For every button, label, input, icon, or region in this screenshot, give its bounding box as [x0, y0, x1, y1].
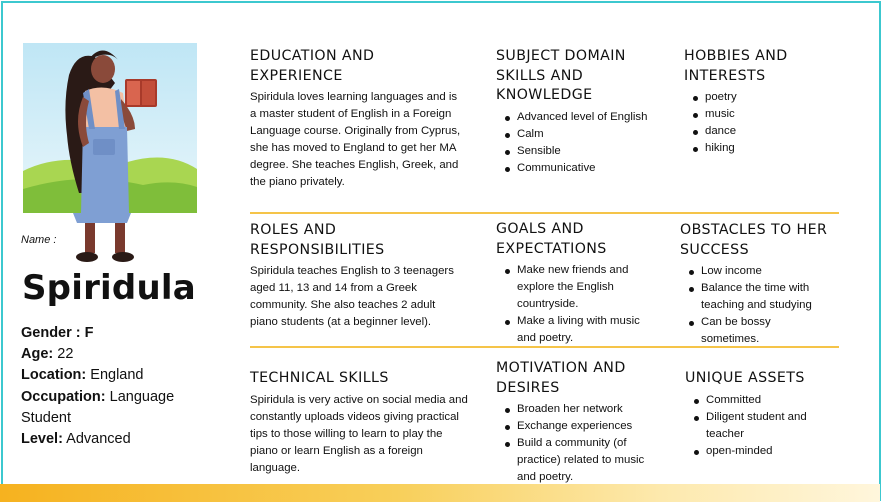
persona-name: Spiridula: [22, 268, 196, 308]
motivation-title: MOTIVATION AND DESIRES: [496, 360, 626, 396]
hobbies-section: [684, 47, 834, 157]
obstacles-section: [680, 221, 832, 348]
list-item: poetry: [684, 89, 834, 106]
list-item: hiking: [684, 140, 834, 157]
list-item: Exchange experiences: [496, 418, 646, 435]
list-item: dance: [684, 123, 834, 140]
gender-row: [21, 323, 221, 344]
obstacles-title: OBSTACLES TO HER SUCCESS: [680, 222, 828, 258]
list-item: Balance the time with teaching and studying: [680, 280, 832, 314]
goals-list: [496, 262, 646, 347]
location-row: [21, 365, 221, 386]
hobbies-list: [684, 89, 834, 157]
list-item: Communicative: [496, 160, 666, 177]
list-item: music: [684, 106, 834, 123]
list-item: Build a community (of practice) related to music and poetry.: [496, 435, 646, 486]
list-item: Make a living with music and poetry.: [496, 313, 646, 347]
obstacles-list: [680, 263, 832, 348]
roles-title: ROLES AND RESPONSIBILITIES: [250, 222, 385, 258]
assets-section: [685, 369, 835, 460]
occupation-label: Occupation:: [21, 388, 106, 405]
list-item: open-minded: [685, 443, 835, 460]
roles-text: Spiridula teaches English to 3 teenagers aged 11, 13 and 14 from a Greek community. She also teaches 2 adult piano students (at a beginner level).: [250, 265, 454, 328]
persona-illustration-icon: [23, 43, 197, 213]
roles-section: [250, 221, 465, 331]
education-text: Spiridula loves learning languages and is a master student of English in a Foreign Language course. Originally from Cyprus, she has moved to England to get her MA degree. She teaches English, Greek, and the piano privately.: [250, 91, 461, 188]
list-item: Calm: [496, 126, 666, 143]
list-item: Low income: [680, 263, 832, 280]
gender-label: Gender :: [21, 325, 81, 341]
list-item: Sensible: [496, 143, 666, 160]
level-row: [21, 429, 221, 450]
list-item: Committed: [685, 392, 835, 409]
technical-section: [250, 369, 468, 477]
location-label: Location:: [21, 367, 87, 384]
technical-text: Spiridula is very active on social media and constantly uploads videos giving practical tips to those willing to learn to play the piano or learn English as a foreign language.: [250, 393, 468, 474]
assets-title: UNIQUE ASSETS: [685, 370, 805, 386]
list-item: Broaden her network: [496, 401, 646, 418]
occupation-row: [21, 387, 221, 429]
divider: [250, 212, 839, 214]
location-value: England: [90, 367, 144, 384]
level-value: Advanced: [66, 431, 131, 448]
motivation-section: [496, 359, 646, 486]
subject-title: SUBJECT DOMAIN SKILLS AND KNOWLEDGE: [496, 48, 626, 103]
profile-details: [21, 323, 221, 450]
list-item: Can be bossy sometimes.: [680, 314, 832, 348]
divider: [250, 346, 839, 348]
goals-section: [496, 220, 646, 347]
list-item: Make new friends and explore the English countryside.: [496, 262, 646, 313]
education-title: EDUCATION AND EXPERIENCE: [250, 48, 375, 84]
age-row: [21, 344, 221, 365]
education-section: [250, 47, 465, 191]
name-label: Name :: [21, 234, 57, 246]
accent-bar: [0, 484, 880, 502]
subject-section: [496, 47, 666, 177]
list-item: Advanced level of English: [496, 109, 666, 126]
motivation-list: [496, 401, 646, 486]
list-item: Diligent student and teacher: [685, 409, 835, 443]
level-label: Level:: [21, 431, 63, 448]
occupation-value: Language Student: [21, 388, 175, 426]
goals-title: GOALS AND EXPECTATIONS: [496, 221, 607, 257]
technical-title: TECHNICAL SKILLS: [250, 370, 389, 386]
age-label: Age:: [21, 346, 54, 363]
gender-value: F: [84, 325, 94, 341]
assets-list: [685, 392, 835, 460]
subject-list: [496, 109, 666, 177]
age-value: 22: [57, 346, 74, 363]
hobbies-title: HOBBIES AND INTERESTS: [684, 48, 788, 84]
